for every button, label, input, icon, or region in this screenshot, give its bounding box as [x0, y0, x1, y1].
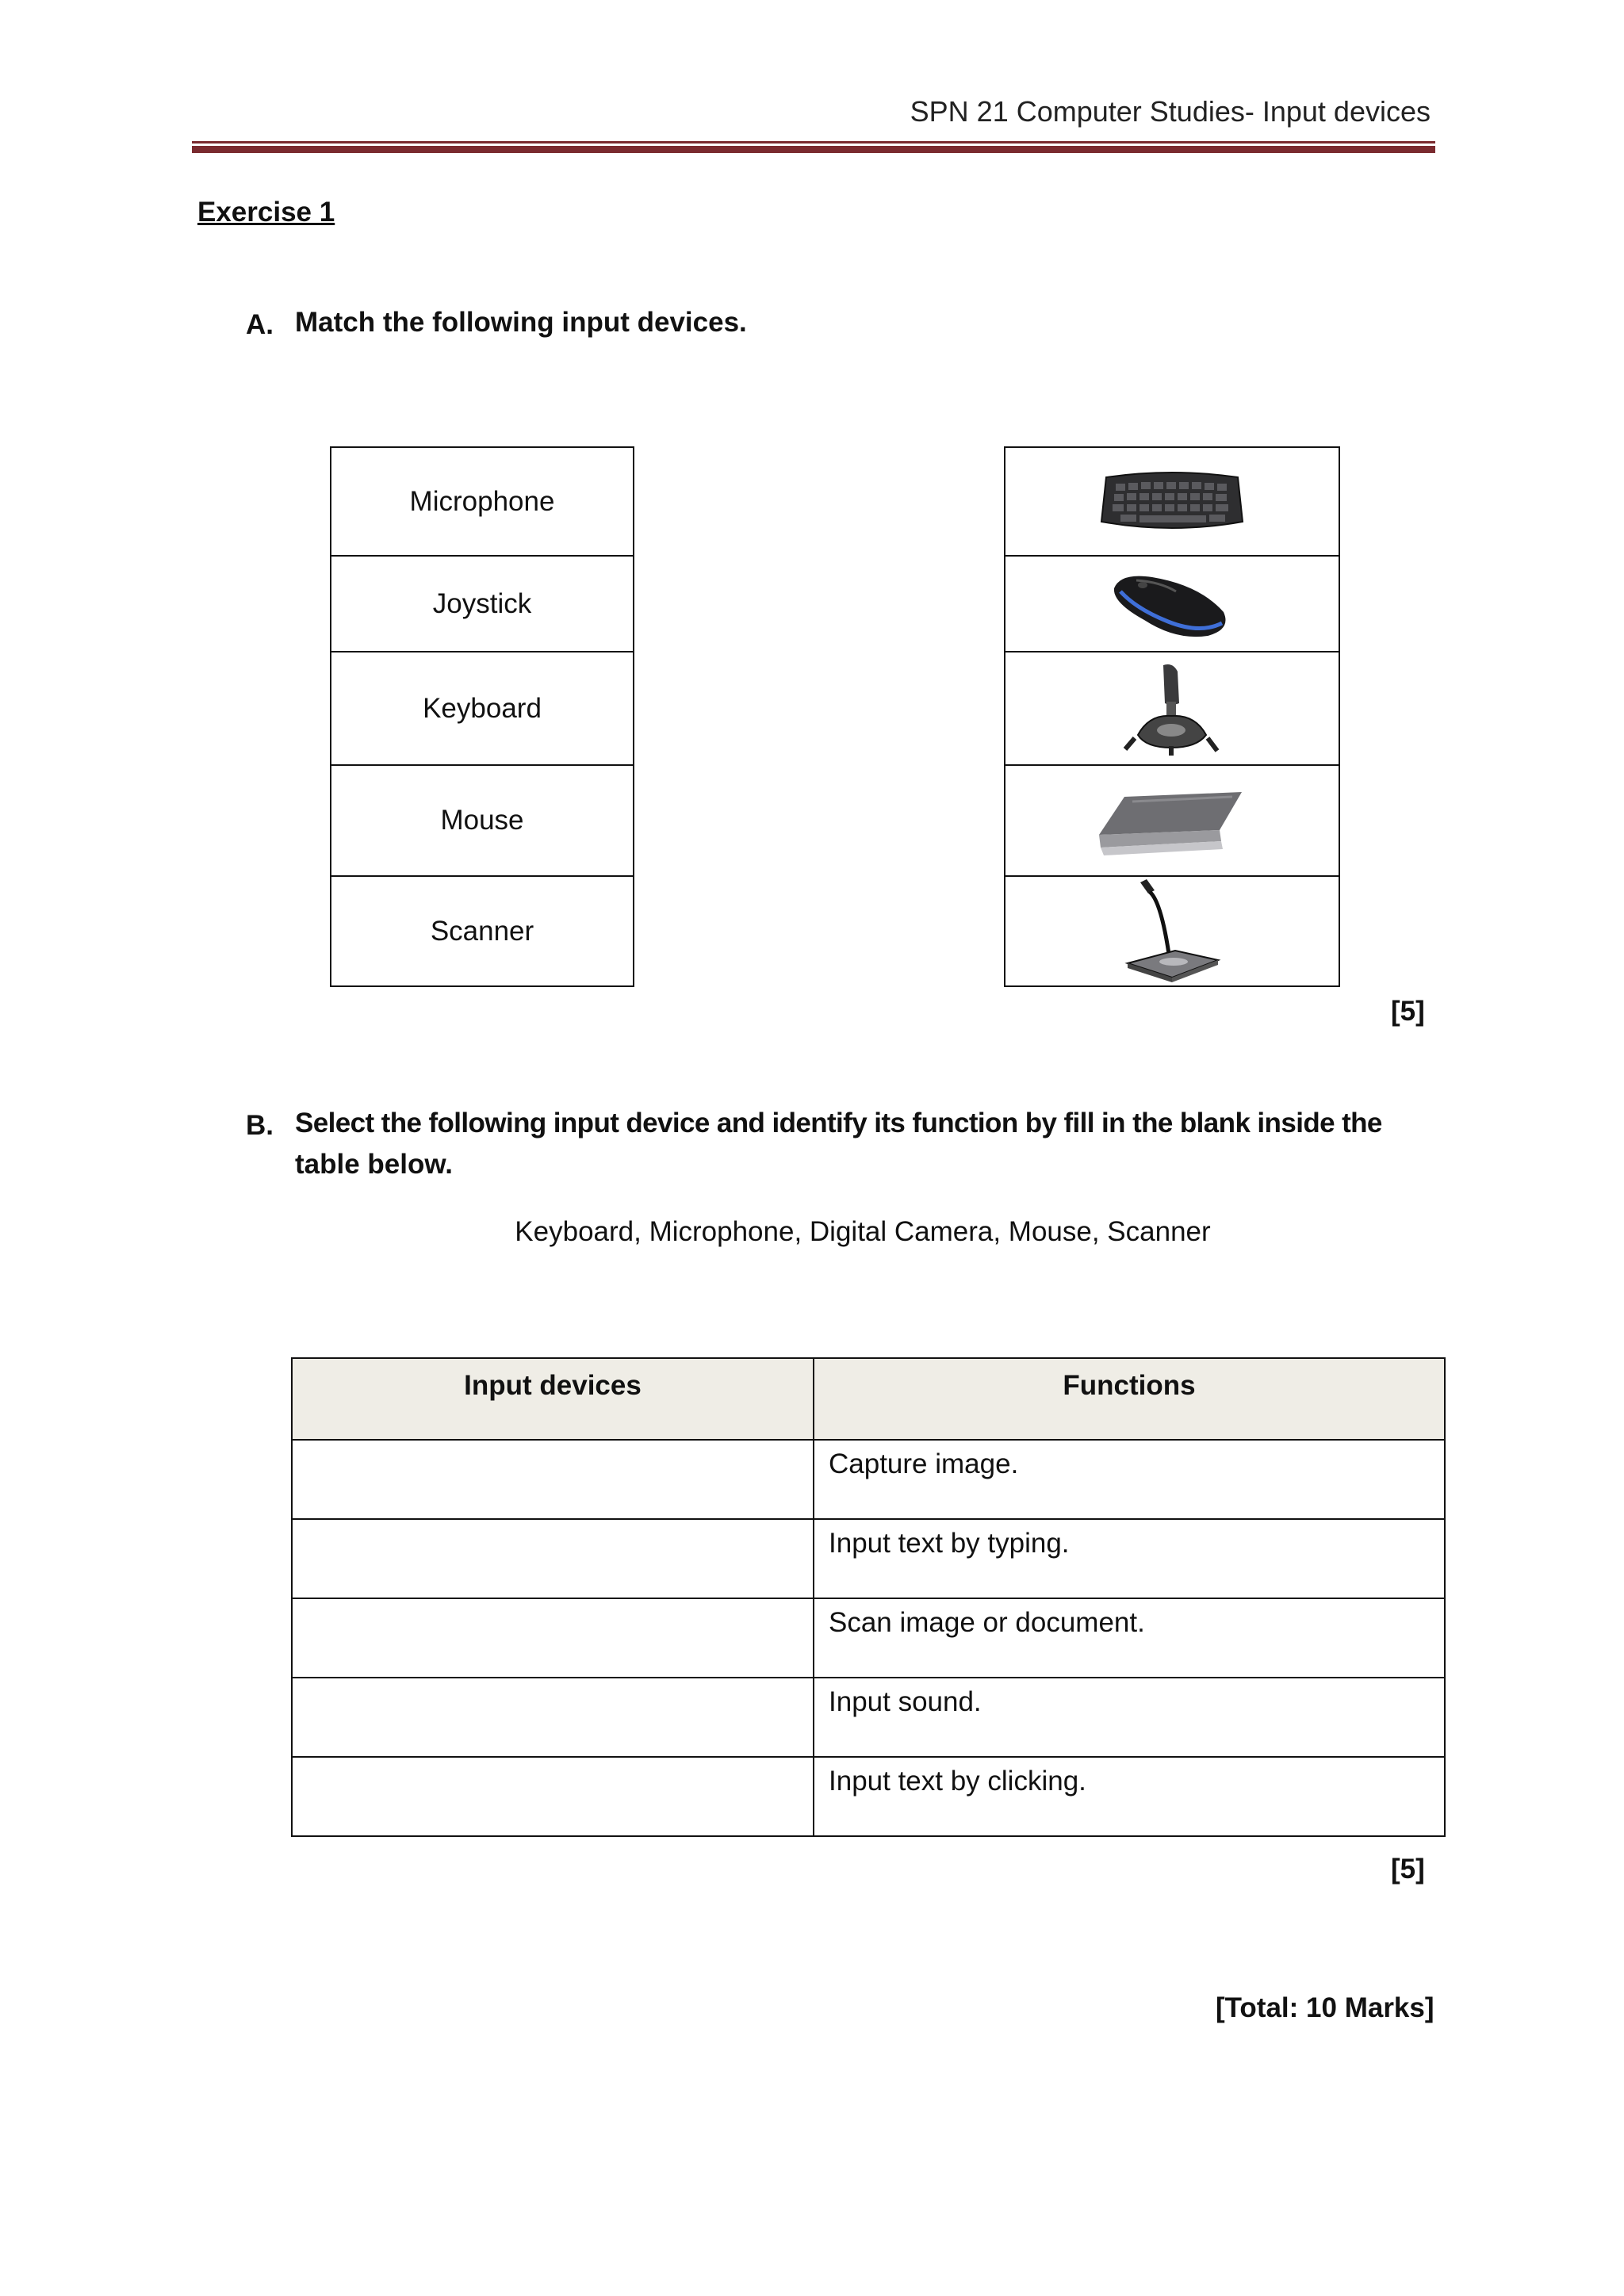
device-name-column	[330, 446, 634, 987]
device-name-cell: Joystick	[331, 555, 633, 651]
device-options-list: Keyboard, Microphone, Digital Camera, Mouse, Scanner	[515, 1216, 1211, 1247]
total-marks: [Total: 10 Marks]	[1216, 1992, 1434, 2023]
device-image-cell	[1005, 875, 1339, 985]
function-cell: Capture image.	[814, 1440, 1445, 1519]
device-answer-blank[interactable]	[292, 1440, 814, 1519]
section-b-letter: B.	[246, 1110, 274, 1141]
device-image-cell	[1005, 764, 1339, 875]
device-function-table	[291, 1357, 1446, 1837]
joystick-icon	[1120, 659, 1224, 758]
mouse-icon	[1105, 564, 1239, 644]
device-image-column	[1004, 446, 1340, 987]
section-a-letter: A.	[246, 309, 274, 340]
header-rule-thin	[192, 141, 1435, 144]
header-input-devices: Input devices	[292, 1358, 814, 1440]
table-row	[292, 1440, 1445, 1519]
table-row	[292, 1678, 1445, 1757]
keyboard-icon	[1097, 466, 1247, 538]
device-name-cell: Microphone	[409, 485, 555, 517]
header-title: SPN 21 Computer Studies- Input devices	[910, 95, 1431, 128]
header-rule-thick	[192, 146, 1435, 153]
device-answer-blank[interactable]	[292, 1598, 814, 1678]
table-row	[292, 1598, 1445, 1678]
section-a-instruction: Match the following input devices.	[295, 307, 747, 338]
device-name-cell: Scanner	[331, 875, 633, 985]
microphone-icon	[1116, 878, 1228, 985]
function-cell: Scan image or document.	[814, 1598, 1445, 1678]
header-functions: Functions	[814, 1358, 1445, 1440]
device-image-cell	[1005, 448, 1339, 555]
table-row	[292, 1757, 1445, 1836]
scanner-icon	[1093, 781, 1251, 860]
device-name-cell: Mouse	[331, 764, 633, 875]
exercise-title: Exercise 1	[197, 197, 335, 228]
device-image-cell	[1005, 651, 1339, 764]
section-a-marks: [5]	[1391, 996, 1425, 1027]
section-b-instruction-line2: table below.	[295, 1149, 454, 1180]
table-row	[292, 1519, 1445, 1598]
device-answer-blank[interactable]	[292, 1678, 814, 1757]
device-answer-blank[interactable]	[292, 1757, 814, 1836]
section-b-marks: [5]	[1391, 1854, 1425, 1885]
function-cell: Input text by typing.	[814, 1519, 1445, 1598]
device-image-cell	[1005, 555, 1339, 651]
device-answer-blank[interactable]	[292, 1519, 814, 1598]
function-cell: Input sound.	[814, 1678, 1445, 1757]
section-b-instruction-line1: Select the following input device and identify its function by fill in the blank inside the	[295, 1108, 1382, 1138]
device-name-cell: Keyboard	[331, 651, 633, 764]
function-cell: Input text by clicking.	[814, 1757, 1445, 1836]
table-header-row	[292, 1358, 1445, 1440]
